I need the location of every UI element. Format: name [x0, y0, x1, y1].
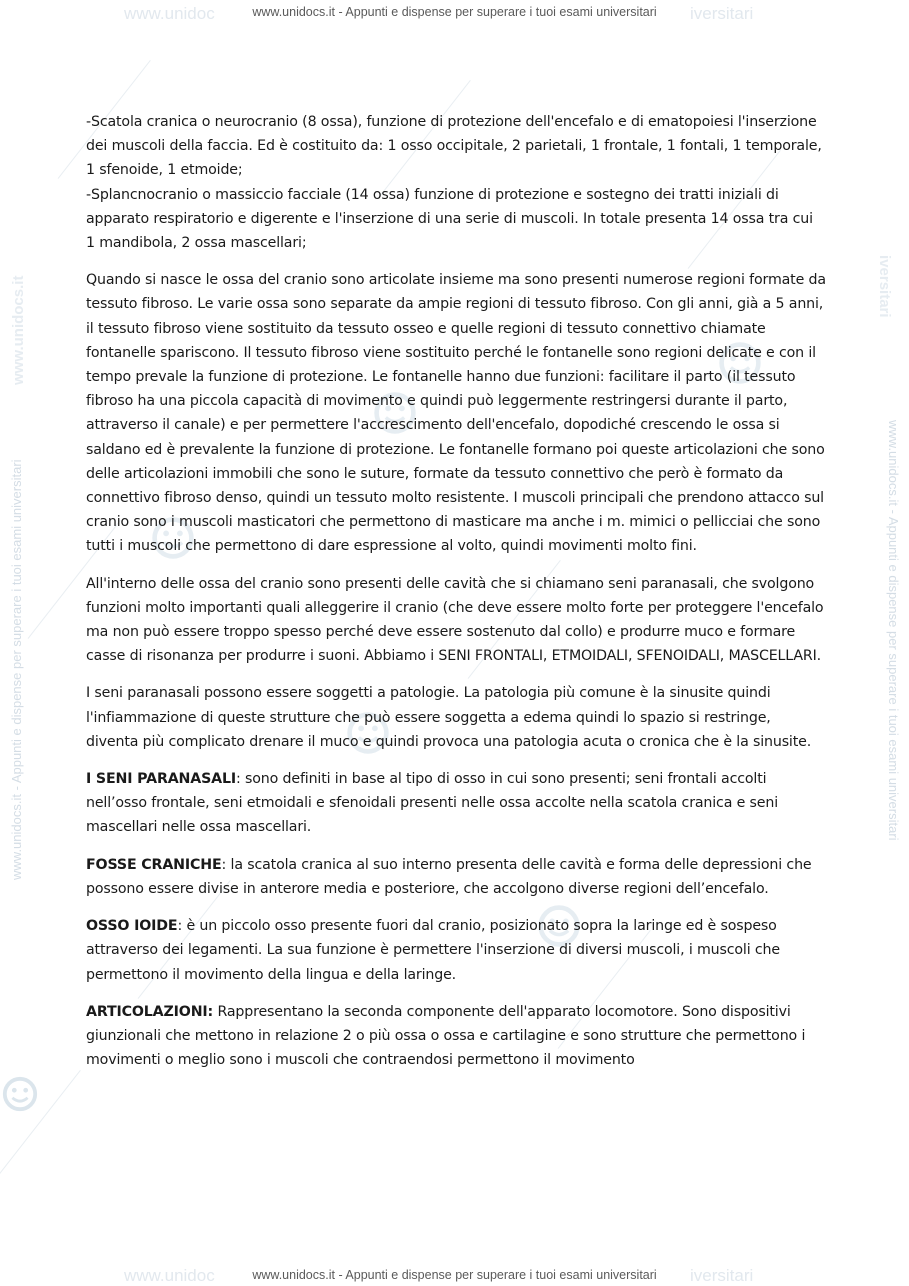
paragraph-osso-ioide [86, 914, 826, 987]
paragraph-neurocranio: -Scatola cranica o neurocranio (8 ossa), funzione di protezione dell'encefalo e di ematopoiesi l'inserzione dei muscoli della faccia. Ed è costituito da: 1 osso occipitale, 2 parietali, 1 frontale, 1 fontali, 1 temporale, 1 sfenoide, 1 etmoide; [86, 114, 822, 179]
term-articolazioni: ARTICOLAZIONI: [86, 1003, 214, 1020]
paragraph-sinusite: I seni paranasali possono essere soggetti a patologie. La patologia più comune è la sinusite quindi l'infiammazione di queste strutture che può essere soggetta a edema quindi lo spazio si restringe, diventa più complicato drenare il muco e quindi provoca una patologia acuta o cronica che è la sinusite. [86, 685, 812, 750]
footer-ghost-right: iversitari [690, 1266, 754, 1285]
paragraph-seni-paranasali-intro: All'interno delle ossa del cranio sono presenti delle cavità che si chiamano seni paranasali, che svolgono funzioni molto importanti quali alleggerire il cranio (che deve essere molto forte per proteggere l'encefalo ma non può essere troppo spesso perché deve essere sostenuto dal collo) e produrre muco e formare casse di risonanza per produrre i suoni. Abbiamo i SENI FRONTALI, ETMOIDALI, SFENOIDALI, MASCELLARI. [86, 575, 824, 665]
left-side-url-watermark: www.unidocs.it [10, 275, 27, 385]
left-side-watermark: www.unidocs.it - Appunti e dispense per superare i tuoi esami universitari [9, 459, 24, 880]
term-fosse-craniche: FOSSE CRANICHE [86, 856, 222, 873]
paragraph-seni-paranasali [86, 767, 826, 840]
term-osso-ioide: OSSO IOIDE [86, 918, 178, 935]
text-osso-ioide: : è un piccolo osso presente fuori dal cranio, posizionato sopra la laringe ed è sospeso attraverso dei legamenti. La sua funzione è permettere l'inserzione di diversi muscoli, i muscoli che permettono il movimento della lingua e della laringe. [86, 918, 780, 983]
paragraph-articolazioni [86, 1000, 826, 1073]
text-fosse-craniche: : la scatola cranica al suo interno presenta delle cavità e forma delle depressioni che possono essere divise in anterore media e posteriore, che accolgono diverse regioni dell’encefalo. [86, 856, 812, 897]
text-seni-paranasali: : sono definiti in base al tipo di osso in cui sono presenti; seni frontali accolti nell’osso frontale, seni etmoidali e sfenoidali presenti nelle ossa accolte nella scatola cranica e seni mascellari nelle ossa mascellari. [86, 771, 779, 836]
paragraph-splancnocranio: -Splancnocranio o massiccio facciale (14 ossa) funzione di protezione e sostegno dei tratti iniziali di apparato respiratorio e digerente e l'inserzione di una serie di muscoli. In totale presenta 14 ossa tra cui 1 mandibola, 2 ossa mascellari; [86, 186, 813, 252]
footer-watermark: www.unidocs.it - Appunti e dispense per superare i tuoi esami universitari [252, 1268, 657, 1282]
footer-ghost-left: www.unidoc [124, 1266, 215, 1285]
text-articolazioni: Rappresentano la seconda componente dell'apparato locomotore. Sono dispositivi giunzionali che mettono in relazione 2 o più ossa o ossa e cartilagine e sono strutture che permettono i movimenti o meglio sono i muscoli che contraendosi permettono il movimento [86, 1003, 806, 1069]
header-watermark: www.unidocs.it - Appunti e dispense per superare i tuoi esami universitari [252, 5, 657, 19]
right-side-watermark: www.unidocs.it - Appunti e dispense per superare i tuoi esami universitari [886, 420, 901, 841]
paragraph-fontanelle: Quando si nasce le ossa del cranio sono articolate insieme ma sono presenti numerose regioni formate da tessuto fibroso. Le varie ossa sono separate da ampie regioni di tessuto fibroso. Con gli anni, già a 5 anni, il tessuto fibroso viene sostituito da tessuto osseo e quelle regioni di tessuto connettivo chiamate fontanelle spariscono. Il tessuto fibroso viene sostituito perché le fontanelle sono regioni delicate e con il tempo prevale la funzione di protezione. Le fontanelle hanno due funzioni: facilitare il parto (il tessuto fibroso ha una piccola capacità di movimento e quindi può leggermente restringersi durante il parto, attraverso il canale) e per permettere l'accrescimento dell'encefalo, dopodiché crescendo le ossa si saldano ed è prevalente la funzione di protezione. Le fontanelle formano poi queste articolazioni che sono delle articolazioni immobili che sono le suture, formate da tessuto connettivo che però è formato da connettivo fibroso denso, quindi un tessuto molto resistente. I muscoli principali che prendono attacco sul cranio sono i muscoli masticatori che permettono di masticare ma anche i m. mimici o pellicciai che sono tutti i muscoli che permettono di dare espressione al volto, quindi movimenti molto fini. [86, 272, 826, 555]
document-body [86, 110, 826, 1085]
header-ghost-right: iversitari [690, 4, 754, 23]
watermark-logo-icon [1, 1075, 39, 1113]
right-side-url-watermark: iversitari [876, 255, 893, 318]
term-seni-paranasali: I SENI PARANASALI [86, 771, 237, 788]
header-ghost-left: www.unidoc [124, 4, 215, 23]
paragraph-fosse-craniche [86, 853, 826, 901]
